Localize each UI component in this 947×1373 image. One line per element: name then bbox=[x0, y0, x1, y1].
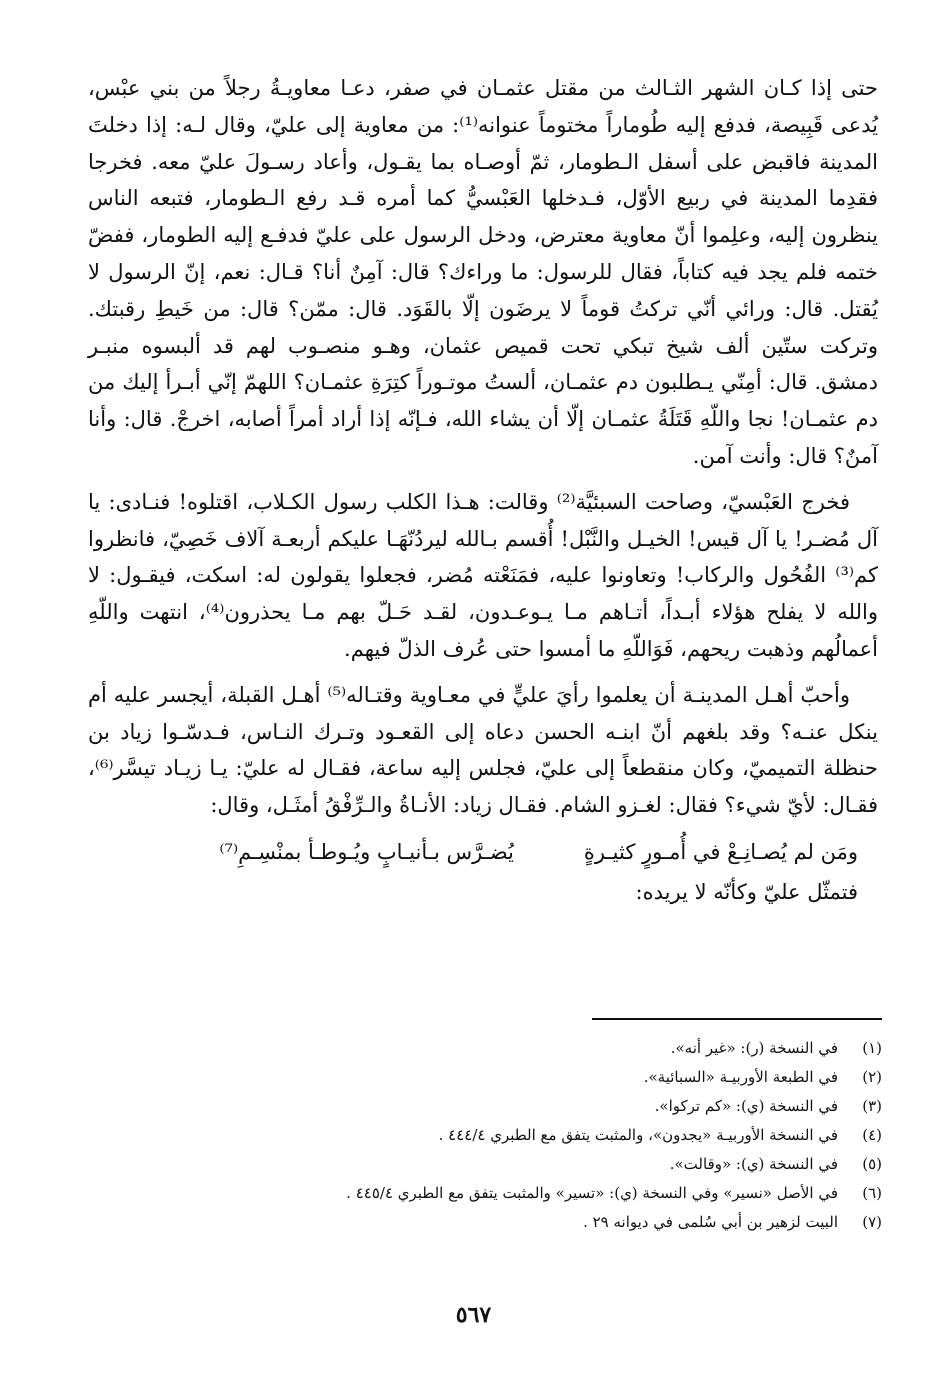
poetry-verse bbox=[88, 832, 878, 872]
paragraph-2: فخرج العَبْسيّ، وصاحت السبئيَّة⁽²⁾ وقالت: هـذا الكلب رسول الكـلاب، اقتلوه! فنـادى: يا آل مُضـر! يا آل قيس! الخيـل والنَّبْل! أُقسم بـالله ليردُنّهَـا عليكم أربعـة آلاف خَصِيّ، فانظروا كم⁽³⁾ الفُحُول والركاب! وتعاونوا عليه، فمَنَعْته مُضر، فجعلوا يقولون له: اسكت، فيقـول: لا والله لا يفلح هؤلاء أبـداً، أتـاهم مـا يـوعـدون، لقـد حَـلّ بهم مـا يحذرون⁽⁴⁾، انتهت واللّهِ أعمالُهم وذهبت ريحهم، فَوَاللّهِ ما أمسوا حتى عُرف الذلّ فيهم. bbox=[88, 489, 878, 661]
footnote-item bbox=[282, 1150, 882, 1179]
footnote-item bbox=[282, 1208, 882, 1237]
page-body bbox=[88, 70, 878, 912]
footnote-item bbox=[282, 1063, 882, 1092]
page-number: ٥٦٧ bbox=[455, 1302, 492, 1328]
verse-first-hemistich: ومَن لم يُصـانِـعْ في أُمـورٍ كثيـرةٍ bbox=[583, 839, 858, 864]
paragraph-3: وأحبّ أهـل المدينـة أن يعلموا رأيَ عليٍّ في معـاوية وقتـاله⁽⁵⁾ أهـل القبلة، أيجسر عليه أم ينكل عنـه؟ وقد بلغهم أنّ ابنـه الحسن دعاه إلى القعـود وتـرك النـاس، فـدسّـوا زياد بن حنظلة التميميّ، وكان منقطعاً إلى عليّ، فجلس إليه ساعة، فقـال له عليّ: يـا زيـاد تيسَّر⁽⁶⁾، فقـال: لأيّ شيء؟ فقال: لغـزو الشام. فقـال زياد: الأنـاةُ والـرِّفْقُ أمثَـل، وقال: bbox=[88, 682, 878, 818]
footnote-text: في النسخة (ي): «كم تركوا». bbox=[654, 1097, 838, 1115]
footnote-item bbox=[282, 1121, 882, 1150]
paragraph-1: حتى إذا كـان الشهر الثـالث من مقتل عثمـان في صفر، دعـا معاويـةُ رجلاً من بني عبْس، يُدعى قَبِيصة، فدفع إليه طُوماراً مختوماً عنوانه⁽¹⁾: من معاوية إلى عليّ، وقال لـه: إذا دخلتَ المدينة فاقبض على أسفل الـطومار، ثمّ أوصـاه بما يقـول، وأعاد رسـولَ عليّ معه. فخرجا فقدِما المدينة في ربيع الأوّل، فـدخلها العَبْسيُّ كما أمره قـد رفع الـطومار، فتبعه الناس ينظرون إليه، وعلِموا أنّ معاوية معترض، ودخل الرسول على عليّ فدفـع إليه الطومار، ففضّ ختمه فلم يجد فيه كتاباً، فقال للرسول: ما وراءك؟ قال: آمِنٌ أنا؟ قـال: نعم، إنّ الرسول لا يُقتل. قال: ورائي أنّي تركتُ قوماً لا يرضَون إلّا بالقَوَد. قال: ممّن؟ قال: من خَيطِ رقبتك. وتركت ستّين ألف شيخ تبكي تحت قميص عثمان، وهـو منصـوب لهم قد ألبسوه منبـر دمشق. قال: أمِنّي يـطلبون دم عثمـان، ألستُ موتـوراً كتِرَةِ عثمـان؟ اللهمّ إنّي أبـرأ إليك من دم عثمـان! نجا واللّهِ قَتَلَةُ عثمـان إلّا أن يشاء الله، فـإنّه إذا أراد أمراً أصابه، اخرجْ. قال: وأنا آمنٌ؟ قال: وأنت آمن. bbox=[88, 76, 878, 468]
footnote-number: (٥) bbox=[862, 1155, 882, 1173]
footnote-text: في الطبعة الأوربيـة «السبائية». bbox=[643, 1068, 838, 1086]
footnote-number: (١) bbox=[862, 1039, 882, 1057]
footnote-text: في النسخة الأوربيـة «يجدون»، والمثبت يتفق مع الطبري ٤٤٤/٤ . bbox=[438, 1126, 838, 1144]
footnote-item bbox=[282, 1034, 882, 1063]
footnote-text: البيت لزهير بن أبي سُلمى في ديوانه ٢٩ . bbox=[583, 1213, 838, 1231]
footnote-number: (٣) bbox=[862, 1097, 882, 1115]
footnote-separator bbox=[592, 1018, 882, 1020]
footnote-item bbox=[282, 1092, 882, 1121]
footnote-number: (٧) bbox=[862, 1213, 882, 1231]
footnote-text: في الأصل «نسير» وفي النسخة (ي): «تسير» والمثبت يتفق مع الطبري ٤٤٥/٤ . bbox=[346, 1184, 838, 1202]
footnote-number: (٢) bbox=[862, 1068, 882, 1086]
footnote-text: في النسخة (ي): «وقالت». bbox=[669, 1155, 838, 1173]
verse-second-hemistich: يُضـرَّس بـأنيـابٍ ويُـوطـأ بمنْسِـمِ⁽⁷⁾ bbox=[219, 839, 514, 864]
footnote-number: (٤) bbox=[862, 1126, 882, 1144]
after-verse-line: فتمثّل عليّ وكأنّه لا يريده: bbox=[635, 879, 858, 904]
footnote-text: في النسخة (ر): «غير أنه». bbox=[670, 1039, 838, 1057]
footnotes-list bbox=[282, 1034, 882, 1237]
footnote-item bbox=[282, 1179, 882, 1208]
footnote-number: (٦) bbox=[862, 1184, 882, 1202]
